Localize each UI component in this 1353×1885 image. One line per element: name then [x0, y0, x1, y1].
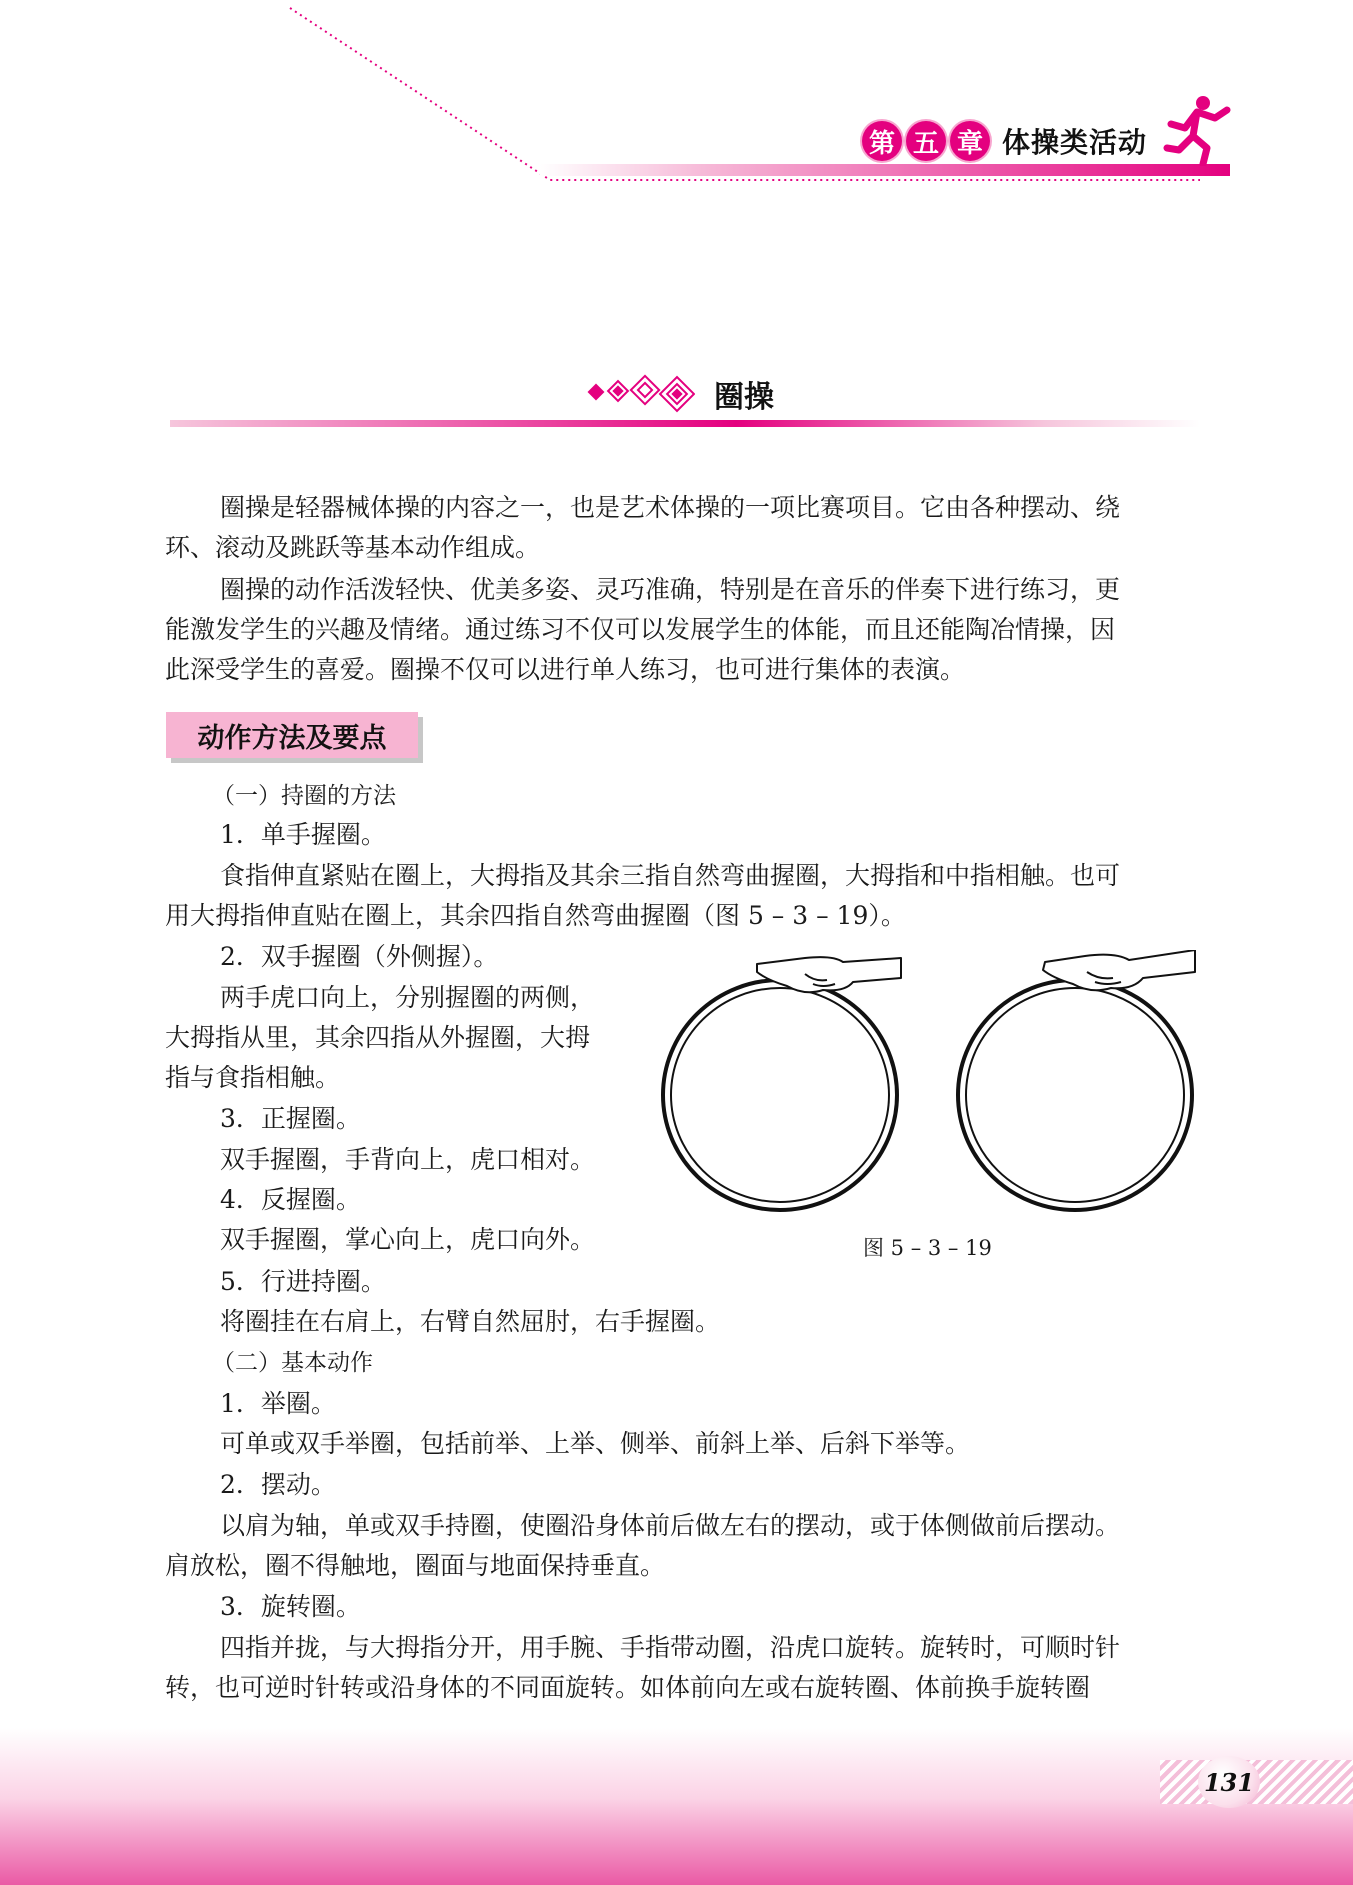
- part2-line-4: 以肩为轴，单或双手持圈，使圈沿身体前后做左右的摆动，或于体侧做前后摆动。: [220, 1511, 1121, 1540]
- section-underline: [170, 420, 1200, 427]
- part2-line-7: 四指并拢，与大拇指分开，用手腕、手指带动圈，沿虎口旋转。旋转时，可顺时针: [220, 1633, 1121, 1662]
- intro-line-4: 能激发学生的兴趣及情绪。通过练习不仅可以发展学生的体能，而且还能陶冶情操，因: [165, 615, 1116, 644]
- part1-heading: （一）持圈的方法: [212, 783, 396, 809]
- page-number: 131: [1198, 1756, 1260, 1808]
- part1-line-3: 用大拇指伸直贴在圈上，其余四指自然弯曲握圈（图 5 – 3 – 19）。: [165, 901, 906, 930]
- part2-line-2: 可单或双手举圈，包括前举、上举、侧举、前斜上举、后斜下举等。: [220, 1429, 971, 1458]
- running-figure-icon: [1163, 94, 1233, 166]
- part1-line-5: 两手虎口向上，分别握圈的两侧，: [220, 983, 596, 1012]
- footer-band: [0, 1728, 1353, 1885]
- part1-line-8: 3．正握圈。: [220, 1104, 361, 1133]
- part1-line-9: 双手握圈，手背向上，虎口相对。: [220, 1145, 596, 1174]
- part2-line-3: 2．摆动。: [220, 1470, 336, 1499]
- part2-line-6: 3．旋转圈。: [220, 1592, 361, 1621]
- part1-line-11: 双手握圈，掌心向上，虎口向外。: [220, 1225, 596, 1254]
- intro-line-5: 此深受学生的喜爱。圈操不仅可以进行单人练习，也可进行集体的表演。: [165, 655, 966, 684]
- part1-line-6: 大拇指从里，其余四指从外握圈，大拇: [165, 1023, 591, 1052]
- chapter-char-1: 第: [862, 121, 902, 161]
- intro-line-1: 圈操是轻器械体操的内容之一，也是艺术体操的一项比赛项目。它由各种摆动、绕: [220, 493, 1121, 522]
- chapter-heading: [862, 118, 1147, 164]
- part1-line-13: 将圈挂在右肩上，右臂自然屈肘，右手握圈。: [220, 1307, 721, 1336]
- hoop-grip-illustration: [655, 950, 1215, 1220]
- part1-line-4: 2．双手握圈（外侧握）。: [220, 942, 499, 971]
- part1-line-2: 食指伸直紧贴在圈上，大拇指及其余三指自然弯曲握圈，大拇指和中指相触。也可: [220, 861, 1121, 890]
- part2-line-1: 1．举圈。: [220, 1389, 336, 1418]
- part2-line-8: 转，也可逆时针转或沿身体的不同面旋转。如体前向左或右旋转圈、体前换手旋转圈: [165, 1673, 1091, 1702]
- chapter-char-2: 五: [906, 121, 946, 161]
- part1-line-10: 4．反握圈。: [220, 1185, 361, 1214]
- part1-line-7: 指与食指相触。: [165, 1063, 341, 1092]
- part2-heading: （二）基本动作: [212, 1350, 373, 1376]
- intro-line-2: 环、滚动及跳跃等基本动作组成。: [165, 533, 541, 562]
- chapter-char-3: 章: [950, 121, 990, 161]
- chapter-title: 体操类活动: [1002, 126, 1148, 159]
- part1-line-1: 1．单手握圈。: [220, 820, 386, 849]
- section-title: 圈操: [714, 380, 774, 415]
- part2-line-5: 肩放松，圈不得触地，圈面与地面保持垂直。: [165, 1551, 666, 1580]
- part1-line-12: 5．行进持圈。: [220, 1267, 386, 1296]
- diamond-ornament-icon: [585, 370, 695, 416]
- key-points-badge: 动作方法及要点: [166, 712, 418, 758]
- figure-caption: 图 5 – 3 – 19: [863, 1236, 992, 1260]
- intro-line-3: 圈操的动作活泼轻快、优美多姿、灵巧准确，特别是在音乐的伴奏下进行练习，更: [220, 575, 1121, 604]
- header-gradient-bar: [540, 164, 1230, 176]
- header-dotted-line: [0, 0, 1353, 190]
